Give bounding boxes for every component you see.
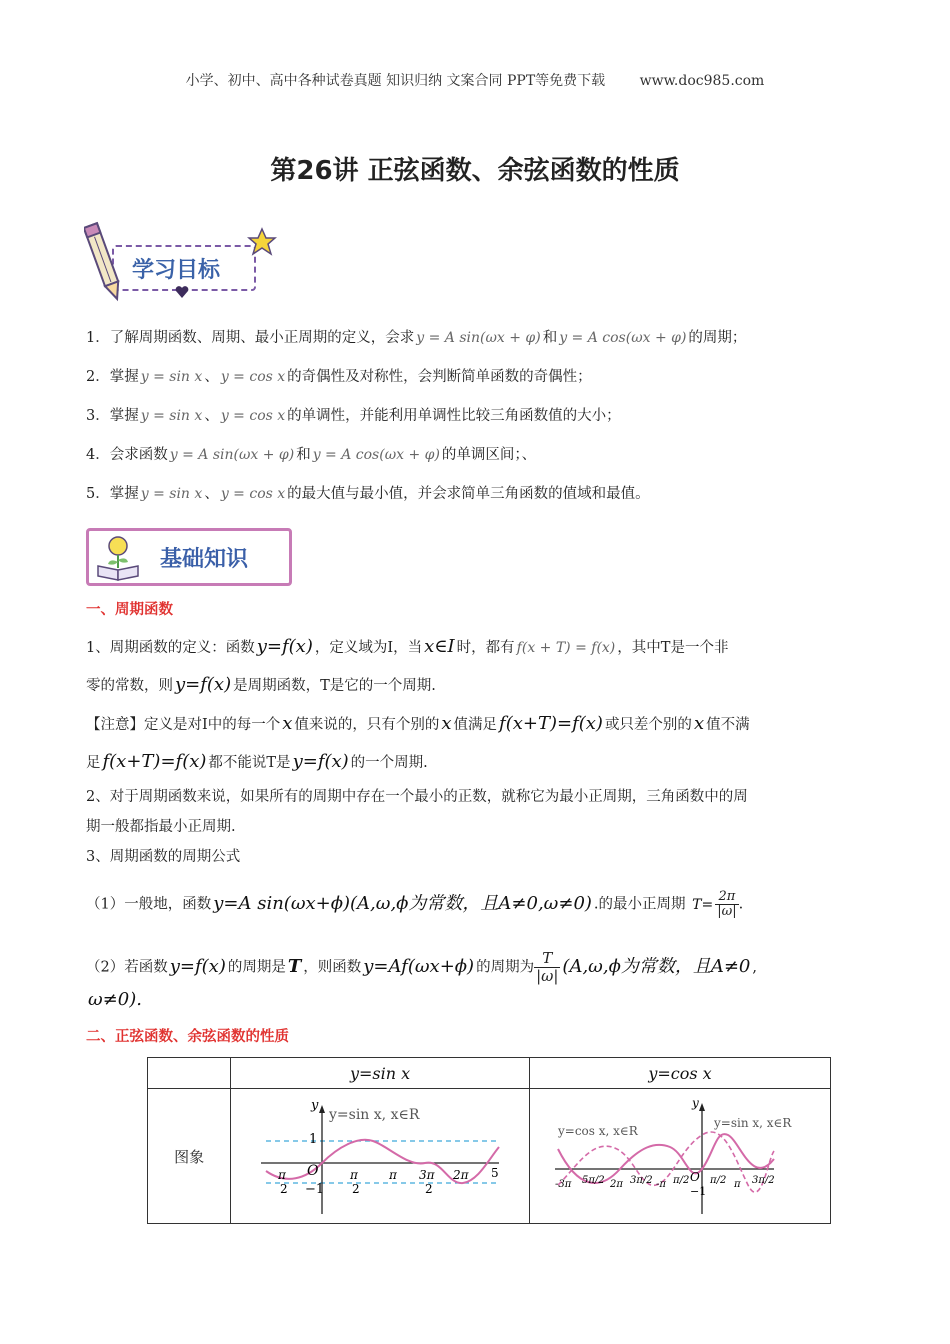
tick-half-pi: π [350,1168,359,1182]
goal-item: 5．掌握 y = sin x 、 y = cos x 的最大值与最小值，并会求简单三角函数的值域和最值。 [86,486,650,502]
definition-line-2: 零的常数，则 y=f(x) 是周期函数，T是它的一个周期. [86,674,436,695]
tick-label: π [734,1179,741,1190]
y-axis-label: y [692,1096,699,1110]
svg-text:2: 2 [352,1182,360,1196]
y-axis-label: y [311,1098,319,1113]
paragraph-2-line-1: 2、对于周期函数来说，如果所有的周期中存在一个最小的正数，就称它为最小正周期，三角函数中的周 [86,789,748,805]
page-header [0,70,950,90]
goal-item: 3．掌握 y = sin x 、 y = cos x 的单调性，并能利用单调性比较三角函数值的大小； [86,408,621,424]
section-heading-properties: 二、正弦函数、余弦函数的性质 [86,1029,289,1045]
tick-minus-one: −1 [690,1185,707,1198]
tick-label: -π [656,1179,666,1190]
tick-edge: 5 [491,1166,499,1180]
goal-item: 2．掌握 y = sin x 、 y = cos x 的奇偶性及对称性，会判断简单函数的奇偶性； [86,369,592,385]
tick-label: 2π [610,1179,623,1190]
basics-title: 基础知识 [160,547,249,572]
table-header-sin: y=sin x [231,1058,530,1089]
sin-equation-right: y=sin x, x∈R [714,1116,792,1130]
paragraph-3: 3、周期函数的周期公式 [86,849,241,865]
tick-label: -3π [555,1179,572,1190]
table-corner [148,1058,231,1089]
tick-label: 3π/2 [752,1175,775,1186]
cos-equation: y=cos x, x∈R [558,1124,638,1138]
origin-label: O [690,1170,700,1184]
tick-one: 1 [309,1132,318,1147]
formula-line-1: （1）一般地，函数 y=A sin(ωx+ϕ)(A,ω,ϕ为常数，且A≠0,ω≠0) .的最小正周期 T= $\frac{2\pi}{|\omega|}$ . [86,889,744,919]
sin-equation: y=sin x, x∈R [329,1107,420,1123]
goal-item: 1．了解周期函数、周期、最小正周期的定义，会求 y = A sin(ωx + φ) 和 y = A cos(ωx + φ) 的周期； [86,330,747,346]
tick-two-pi: 2π [453,1168,469,1182]
cos-graph-cell [530,1089,831,1224]
table-row-label: 图象 [148,1089,231,1224]
tick-label: π/2 [710,1175,727,1186]
period-fraction: $\frac{T}{|\omega|}$ [536,949,559,985]
table-header-cos: y=cos x [530,1058,831,1089]
svg-text:2: 2 [280,1182,288,1196]
note-line-2: 足 f(x+T)=f(x) 都不能说T是 y=f(x) 的一个周期. [86,751,428,772]
tick-label: 3π/2 [630,1175,653,1186]
sin-graph [231,1089,527,1223]
basics-banner [86,526,296,588]
learning-goals-title: 学习目标 [132,258,221,283]
header-text: 小学、初中、高中各种试卷真题 知识归纳 文案合同 PPT等免费下载 [185,73,606,89]
pencil-icon [84,215,124,305]
note-line-1: 【注意】定义是对I中的每一个 x 值来说的，只有个别的 x 值满足 f(x+T)=f(x) 或只差个别的 x 值不满 [86,713,750,734]
tick-label: π/2 [673,1175,690,1186]
svg-text:2: 2 [425,1182,433,1196]
page-title: 第26讲 正弦函数、余弦函数的性质 [270,156,680,186]
tick-neg-half-pi: π [278,1168,287,1182]
tick-pi: π [389,1168,398,1182]
definition-line-1: 1、周期函数的定义：函数 y=f(x) ，定义域为I，当 x∈I 时，都有 f(x + T) = f(x) ，其中T是一个非 [86,636,729,657]
learning-goals-banner [84,215,284,305]
tick-minus-one: −1 [305,1182,325,1197]
section-heading-periodic: 一、周期函数 [86,602,173,618]
goal-item: 4．会求函数 y = A sin(ωx + φ) 和 y = A cos(ωx + φ) 的单调区间；、 [86,447,537,463]
tick-three-half-pi: 3π [419,1168,435,1182]
star-icon [247,227,277,257]
paragraph-2-line-2: 期一般都指最小正周期. [86,819,236,835]
book-lightbulb-icon [94,530,146,582]
formula-line-2: （2）若函数 y=f(x) 的周期是 T ，则函数 y=Af(ωx+ϕ) 的周期为 $\frac{T}{|\omega|}$ (A,ω,ϕ为常数，且A≠0 , [86,949,757,985]
heart-icon [175,285,189,299]
formula-line-2-cont: ω≠0). [88,989,142,1010]
cos-graph [530,1089,830,1223]
period-fraction: $\frac{2\pi}{|\omega|}$ [717,889,737,919]
header-url[interactable]: www.doc985.com [639,73,765,89]
properties-table [147,1057,831,1224]
tick-label: 5π/2 [582,1175,605,1186]
origin-label: O [307,1163,319,1179]
sin-graph-cell [231,1089,530,1224]
